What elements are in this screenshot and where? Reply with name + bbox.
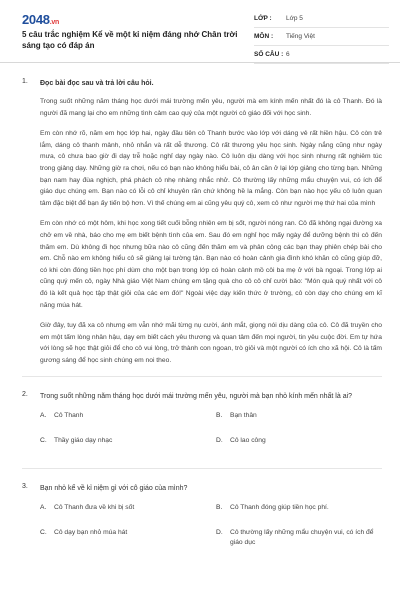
option-letter: D. (216, 437, 223, 445)
meta-value: Lớp 5 (286, 15, 303, 22)
question-2 (22, 391, 382, 458)
answer-options (40, 408, 382, 458)
answer-option-b[interactable] (216, 500, 382, 525)
question-list (22, 78, 382, 550)
option-letter: A. (40, 504, 47, 512)
document-meta (254, 10, 389, 64)
site-logo[interactable] (22, 12, 59, 27)
question-text: Trong suốt những năm tháng học dưới mái trường mến yêu, người mà bạn nhỏ kính mến nhất là ai? (40, 393, 353, 401)
answer-option-d[interactable] (216, 525, 382, 550)
answer-options (40, 500, 382, 550)
option-letter: B. (216, 412, 223, 420)
meta-label: SỐ CÂU : (254, 51, 284, 58)
answer-option-a[interactable] (40, 408, 206, 433)
question-number: 2. (22, 391, 28, 399)
meta-row-question-count (254, 46, 389, 64)
passage-paragraph: Em còn nhớ có một hôm, khi học xong tiết cuối bỗng nhiên em bị sốt, người nóng ran. Cô đã không ngại đường xa chở em về nhà, báo cho mẹ em biết bệnh tình của em. Sau đó em nghỉ học mấy ngày để dưỡng bệnh thì cô đến thăm em. Dù không đi học nhưng bữa nào cô cũng đến thăm em và phân công các bạn thay phiên chép bài cho em. Chỗ nào em không hiểu cô sẽ giảng lại tường tận. Bạn nào có hoàn cảnh gia đình khó khăn cô cũng giúp đỡ, có khi còn đóng tiền học phí dùm cho một bạn trong lớp có hoàn cảnh mồ côi ba mẹ ở với bà ngoại. Trong lớp ai cũng quý mến cô, ngày Nhà giáo Việt Nam chúng em tặng quà cho cô cô chỉ cười bảo: "Món quà quý nhất với cô đó là kết quả học tập thật giỏi của các em đó!" Ngoài việc dạy kiến thức ở trường, cô còn dạy cho chúng em kĩ năng múa hát. (40, 220, 382, 309)
option-text: Cô lao công (230, 437, 266, 445)
answer-option-a[interactable] (40, 500, 206, 525)
option-letter: C. (40, 529, 47, 537)
option-text: Bạn thân (230, 412, 257, 420)
option-letter: B. (216, 504, 223, 512)
passage-paragraph: Trong suốt những năm tháng học dưới mái trường mến yêu, người mà em kính mến nhất đó là cô Thanh. Đó là người đã mang lại cho em những tình cảm cao quý của một người cô giáo đối với học sinh. (40, 98, 382, 117)
page-header (0, 0, 400, 63)
document-title: 5 câu trắc nghiệm Kể về một kỉ niệm đáng nhớ Chân trời sáng tạo có đáp án (22, 30, 238, 50)
option-text: Cô Thanh (54, 412, 84, 420)
option-text: Cô Thanh đóng giúp tiền học phí. (230, 504, 329, 512)
answer-option-c[interactable] (40, 525, 206, 550)
question-number: 3. (22, 483, 28, 491)
option-letter: A. (40, 412, 47, 420)
answer-option-c[interactable] (40, 433, 206, 458)
question-number: 1. (22, 78, 28, 85)
meta-value: 6 (286, 51, 290, 58)
option-text: Cô Thanh đưa về khi bị sốt (54, 504, 135, 512)
option-text: Cô dạy bạn nhỏ múa hát (54, 529, 128, 537)
divider (22, 376, 382, 377)
logo-suffix: .vn (49, 19, 59, 26)
logo-text: 2048 (22, 12, 50, 27)
option-text: Thầy giáo dạy nhạc (54, 437, 113, 445)
answer-option-d[interactable] (216, 433, 382, 458)
question-3 (22, 483, 382, 550)
question-title: Đọc bài đọc sau và trả lời câu hỏi. (40, 80, 154, 87)
option-letter: D. (216, 529, 223, 537)
option-letter: C. (40, 437, 47, 445)
divider (22, 468, 382, 469)
meta-row-grade (254, 10, 389, 28)
meta-row-subject (254, 28, 389, 46)
passage-paragraph: Em còn nhớ rõ, năm em học lớp hai, ngày đầu tiên cô Thanh bước vào lớp với dáng vẻ rất hiền hậu. Cô còn trẻ lắm, dáng cô thanh mảnh, nhỏ nhắn và rất dễ thương. Cô rất thương yêu học sinh. Ngày nắng cũng như ngày mưa, cô chưa bao giờ đi dạy trễ hoặc nghỉ dạy ngày nào. Cô luôn dịu dàng với học sinh nhưng rất nghiêm túc trong giảng dạy. Những giờ ra chơi, nếu có bạn nào không hiểu bài, cô ân cần ở lại lớp giảng cho từng bạn. Những bạn nam hay đùa nghịch, phá phách cô nhẹ nhàng nhắc nhở. Cô thường lấy những mẩu chuyện vui, có ích để giáo dục chúng em. Bạn nào có lỗi cô chỉ khuyên răn chứ không hề la mắng. Còn bạn nào học yếu cô luôn quan tâm đặc biệt để bạn ấy tiến bộ hơn. Vì thế chúng em ai cũng yêu quý cô, xem cô như người mẹ thứ hai của mình (40, 130, 382, 207)
passage-paragraph: Giờ đây, tuy đã xa cô nhưng em vẫn nhớ mãi từng nụ cười, ánh mắt, giọng nói dịu dàng của cô. Cô đã truyền cho em một tấm lòng nhân hậu, dạy em biết cách yêu thương và quan tâm đến mọi người, tin yêu cuộc đời. Em tự hứa với lòng sẽ học thật giỏi để cho cô vui lòng, trở thành con ngoan, trò giỏi và một người có ích cho xã hội. Cô là tấm gương sáng để học sinh chúng em noi theo. (40, 322, 382, 364)
meta-label: LỚP : (254, 15, 272, 22)
meta-value: Tiếng Việt (286, 33, 315, 40)
option-text: Cô thường lấy những mẩu chuyện vui, có ích để giáo dục (230, 529, 374, 547)
answer-option-b[interactable] (216, 408, 382, 433)
question-1 (22, 78, 382, 366)
question-text: Bạn nhỏ kể về kỉ niệm gì với cô giáo của mình? (40, 485, 188, 493)
meta-label: MÔN : (254, 33, 274, 40)
